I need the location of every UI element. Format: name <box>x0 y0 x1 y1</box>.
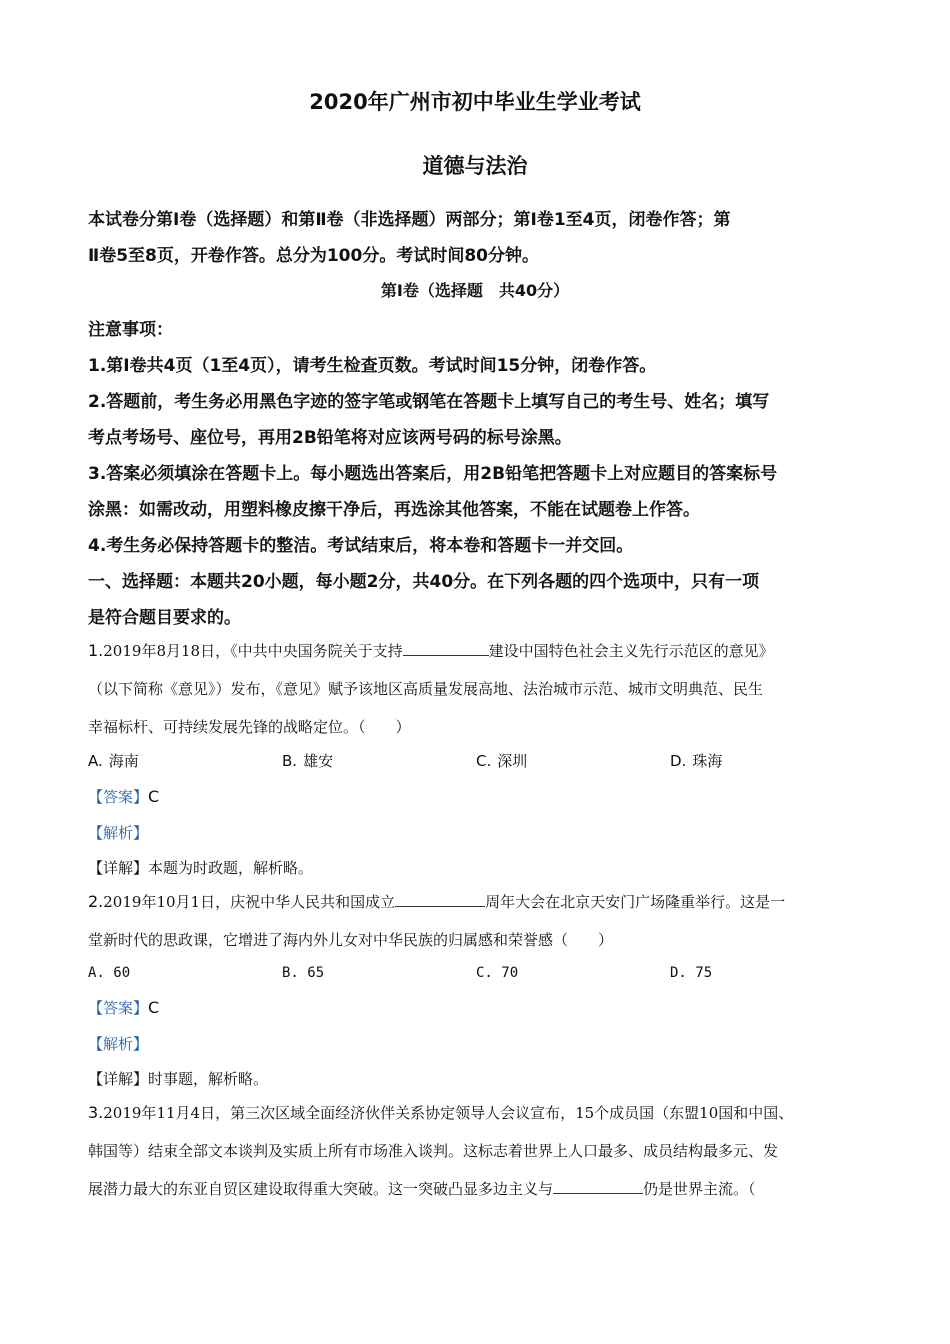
q2-answer-value: C <box>148 998 160 1017</box>
note-2-line-1: 2.答题前，考生务必用黑色字迹的签字笔或钢笔在答题卡上填写自己的考生号、姓名；填写 <box>88 392 770 412</box>
section1-line-2: 是符合题目要求的。 <box>88 608 241 628</box>
q2-option-d: D. 75 <box>670 965 713 981</box>
q1-line-3: 幸福标杆、可持续发展先锋的战略定位。（ ） <box>88 718 411 736</box>
q3-line-1: 3.2019年11月4日，第三次区域全面经济伙伴关系协定领导人会议宣布，15个成员国（东盟10国和中国、 <box>88 1103 794 1122</box>
note-3-line-2: 涂黑：如需改动，用塑料橡皮擦干净后，再选涂其他答案，不能在试题卷上作答。 <box>88 500 700 520</box>
q2-option-b: B. 65 <box>282 965 325 981</box>
q2-text-1b: 周年大会在北京天安门广场隆重举行。这是一 <box>485 893 786 911</box>
q1-blank <box>403 641 489 656</box>
q1-answer-value: C <box>148 787 160 806</box>
q1-detail: 【详解】本题为时政题，解析略。 <box>88 859 314 877</box>
q3-blank <box>553 1179 643 1194</box>
q2-text-1a: 2019年10月1日，庆祝中华人民共和国成立 <box>103 893 396 911</box>
note-1: 1.第Ⅰ卷共4页（1至4页），请考生检查页数。考试时间15分钟，闭卷作答。 <box>88 356 657 376</box>
note-4: 4.考生务必保持答题卡的整洁。考试结束后，将本卷和答题卡一并交回。 <box>88 536 634 556</box>
q1-text-1a: 2019年8月18日，《中共中央国务院关于支持 <box>103 642 403 660</box>
intro-line-2: Ⅱ卷5至8页，开卷作答。总分为100分。考试时间80分钟。 <box>88 246 539 266</box>
q1-option-d: D. 珠海 <box>670 752 723 770</box>
part1-title: 第Ⅰ卷（选择题 共40分） <box>380 281 570 300</box>
note-2-line-2: 考点考场号、座位号，再用2B铅笔将对应该两号码的标号涂黑。 <box>88 428 572 448</box>
q1-answer <box>88 786 159 807</box>
q1-analysis-tag: 【解析】 <box>88 824 149 842</box>
note-3-line-1: 3.答案必须填涂在答题卡上。每小题选出答案后，用2B铅笔把答题卡上对应题目的答案标号 <box>88 464 778 484</box>
q2-line-1 <box>88 891 785 912</box>
q1-option-c: C. 深圳 <box>476 752 528 770</box>
intro-line-1: 本试卷分第Ⅰ卷（选择题）和第Ⅱ卷（非选择题）两部分；第Ⅰ卷1至4页，闭卷作答；第 <box>88 210 731 230</box>
q1-line-2: （以下简称《意见》）发布，《意见》赋予该地区高质量发展高地、法治城市示范、城市文明典范、民生 <box>88 680 764 698</box>
exam-title: 2020年广州市初中毕业生学业考试 <box>309 90 641 114</box>
q3-line-2: 韩国等）结束全部文本谈判及实质上所有市场准入谈判。这标志着世界上人口最多、成员结构最多元、发 <box>88 1142 779 1160</box>
q1-option-a: A. 海南 <box>88 752 139 770</box>
q2-option-c: C. 70 <box>476 965 519 981</box>
q1-text-1b: 建设中国特色社会主义先行示范区的意见》 <box>488 642 774 660</box>
q2-detail: 【详解】时事题，解析略。 <box>88 1070 269 1088</box>
q2-analysis-tag: 【解析】 <box>88 1035 149 1053</box>
q2-blank <box>395 892 485 907</box>
section1-line-1: 一、选择题：本题共20小题，每小题2分，共40分。在下列各题的四个选项中，只有一项 <box>88 572 760 592</box>
q1-option-b: B. 雄安 <box>282 752 334 770</box>
q2-answer-tag: 【答案】 <box>88 999 149 1017</box>
q1-answer-tag: 【答案】 <box>88 788 149 806</box>
subject-title: 道德与法治 <box>422 154 528 178</box>
notes-heading: 注意事项： <box>88 320 173 340</box>
q2-line-2: 堂新时代的思政课，它增进了海内外儿女对中华民族的归属感和荣誉感（ ） <box>88 931 614 949</box>
q2-option-a: A. 60 <box>88 965 131 981</box>
q1-number: 1. <box>88 641 104 660</box>
q2-number: 2. <box>88 892 104 911</box>
q3-number: 3. <box>88 1103 104 1122</box>
q3-line-3: 展潜力最大的东亚自贸区建设取得重大突破。这一突破凸显多边主义与 仍是世界主流。（ <box>88 1180 756 1198</box>
q1-line-1 <box>88 640 774 661</box>
q2-answer <box>88 997 159 1018</box>
